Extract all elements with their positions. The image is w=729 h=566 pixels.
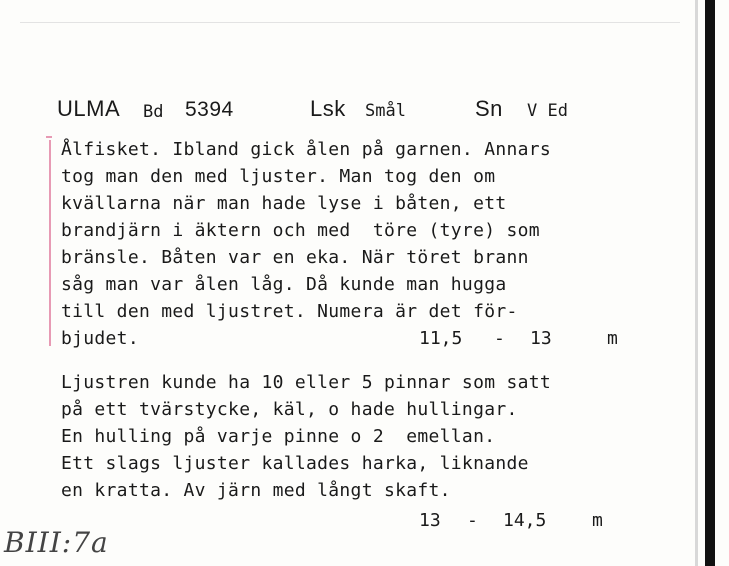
- text-line: Ett slags ljuster kallades harka, liknande: [61, 453, 529, 474]
- measure-to: 14,5: [503, 510, 547, 531]
- bd-label: Bd: [143, 102, 164, 122]
- text-line: brandjärn i äktern och med töre (tyre) som: [61, 220, 540, 241]
- measure-from: 13: [419, 510, 441, 531]
- measure-from: 11,5: [419, 328, 463, 349]
- card-edge-shadow: [695, 0, 698, 566]
- measure-unit: m: [592, 510, 603, 531]
- lsk-value: Smål: [365, 101, 406, 121]
- handwritten-signum: BIII:7a: [4, 526, 109, 559]
- text-line: Ålfisket. Ibland gick ålen på garnen. Annars: [61, 139, 552, 160]
- text-line: såg man var ålen låg. Då kunde man hugga: [61, 274, 507, 295]
- sn-label: Sn: [475, 96, 503, 121]
- text-line: en kratta. Av järn med långt skaft.: [61, 480, 451, 501]
- text-line: bjudet.: [61, 328, 139, 349]
- measure-dash: -: [494, 328, 505, 349]
- card-right-edge: [705, 0, 715, 566]
- text-line: En hulling på varje pinne o 2 emellan.: [61, 426, 496, 447]
- text-line: tog man den med ljuster. Man tog den om: [61, 166, 496, 187]
- sn-value: V Ed: [527, 101, 568, 121]
- measure-unit: m: [607, 328, 618, 349]
- text-line: bränsle. Båten var en eka. När töret brann: [61, 247, 529, 268]
- measure-to: 13: [530, 328, 552, 349]
- card-crease: [20, 22, 680, 23]
- archive-code: ULMA: [57, 96, 121, 121]
- text-line: på ett tvärstycke, käl, o hade hullingar.: [61, 399, 518, 420]
- text-line: till den med ljustret. Numera är det för-: [61, 301, 518, 322]
- bd-number: 5394: [185, 98, 234, 121]
- text-line: kvällarna när man hade lyse i båten, ett: [61, 193, 507, 214]
- margin-line: [49, 140, 51, 346]
- text-line: Ljustren kunde ha 10 eller 5 pinnar som satt: [61, 372, 552, 393]
- measure-dash: -: [467, 510, 478, 531]
- lsk-label: Lsk: [310, 96, 346, 121]
- margin-mark: [46, 136, 52, 138]
